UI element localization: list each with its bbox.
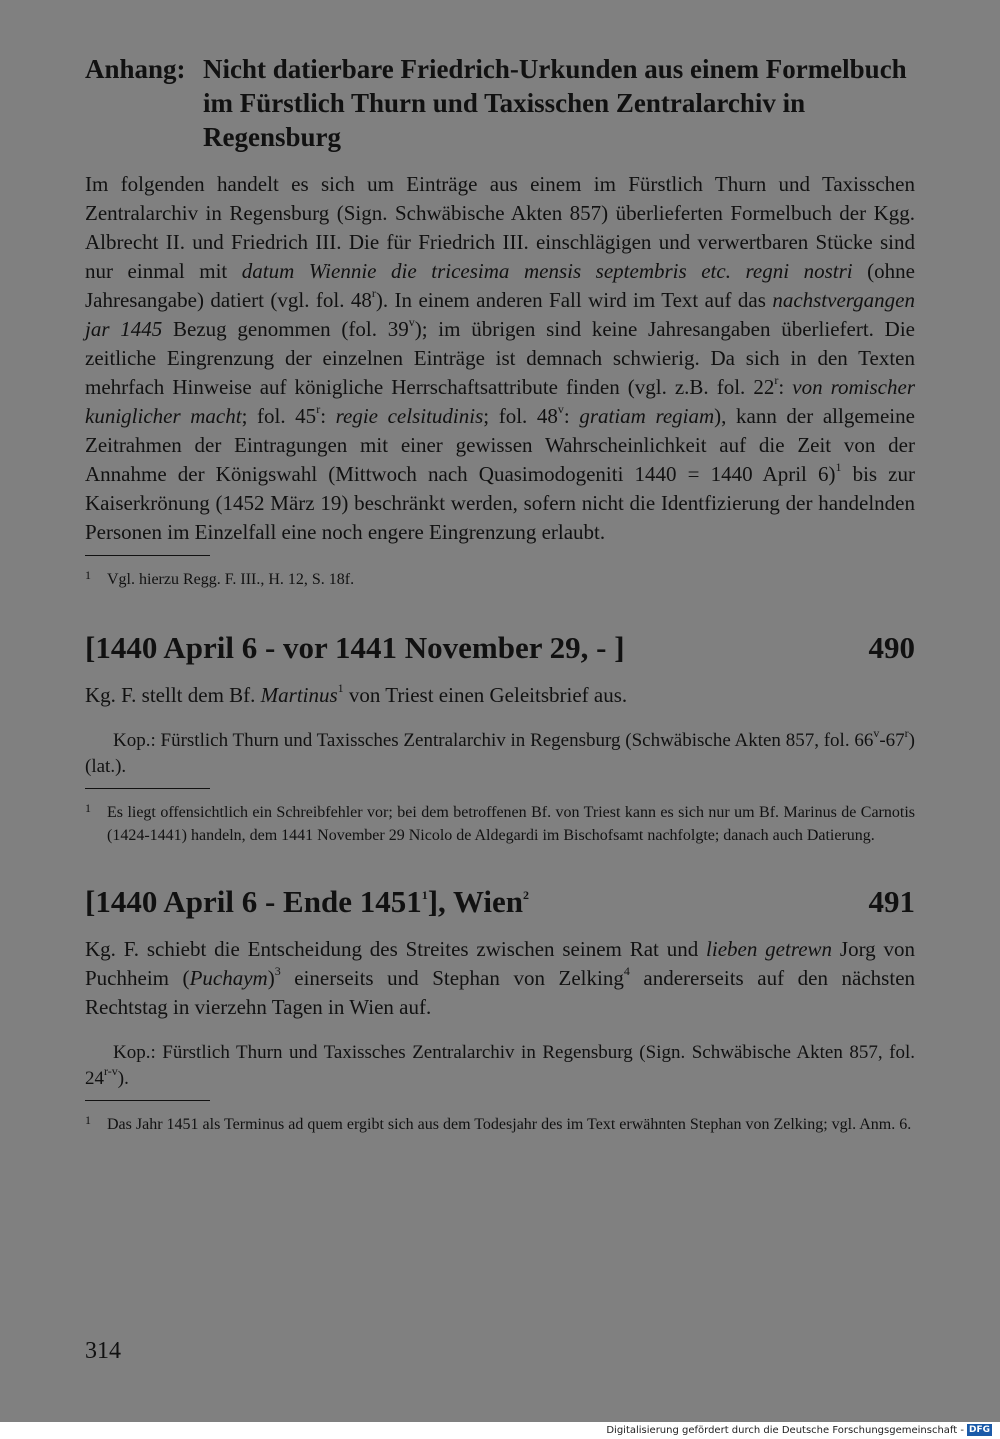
text-run: Jorg von Puchheim ( (85, 937, 916, 990)
dfg-logo-icon: DFG (968, 1425, 990, 1435)
footnote (85, 568, 915, 591)
credit-text: Digitalisierung gefördert durch die Deutsche Forschungsgemeinschaft - (606, 1424, 964, 1436)
entry-number: 491 (868, 884, 915, 919)
folio-side: r (371, 286, 376, 300)
text-run: ; fol. 45 (241, 404, 317, 428)
entry-heading (85, 629, 915, 667)
folio-side: r (904, 725, 909, 740)
footnote (85, 801, 915, 847)
text-run: ], Wien (427, 884, 524, 919)
entry-copy-source (85, 725, 915, 780)
appendix-title: Nicht datierbare Friedrich-Urkunden aus einem Formelbuch im Fürstlich Thurn und Taxisschen Zentralarchiv in Regensburg (203, 54, 907, 152)
text-run: ) (267, 966, 275, 990)
folio-side: v (408, 315, 415, 329)
text-run: (ohne Jahresangabe) datiert (vgl. fol. 48 (85, 259, 915, 312)
footnote-ref: 1 (337, 681, 344, 695)
footnote-ref: 1 (421, 887, 428, 902)
text-run: ; fol. 48 (483, 404, 558, 428)
appendix-label: Anhang: (85, 54, 186, 84)
page-number: 314 (85, 1338, 121, 1364)
folio-side: r-v (104, 1063, 118, 1078)
footnote-rule (85, 1100, 210, 1101)
text-run: von Triest einen Geleitsbrief aus. (343, 683, 628, 707)
footnote-rule (85, 788, 210, 789)
text-run: ), kann der allgemeine Zeitrahmen der Eintragungen mit einer gewissen Wahrscheinlichkeit auf die Zeit von der Annahme der Königswahl (Mittwoch nach Quasimodogeniti 1440 = 1440 April 6) (85, 404, 915, 486)
footnote-text: Vgl. hierzu Regg. F. III., H. 12, S. 18f. (107, 571, 355, 588)
entry-number: 490 (868, 630, 915, 665)
footnote-ref: 4 (623, 964, 630, 978)
text-run: bis zur Kaiserkrönung (1452 März 19) beschränkt werden, sofern nicht die Identfizierung der handelnden Personen im Einzelfall eine noch engere Eingrenzung erlaubt. (85, 462, 916, 544)
folio-side: v (557, 402, 564, 416)
page-content (85, 52, 915, 1136)
folio-side: v (873, 725, 880, 740)
quote-run: gratiam regiam (579, 404, 715, 428)
text-run: ); im übrigen sind keine Jahresangaben überliefert. Die zeitliche Eingrenzung der einzelnen Einträge ist demnach schwierig. Da sich in den Texten mehrfach Hinweise auf königliche Herrschaftsattribute finden (vgl. z.B. fol. 22 (85, 317, 915, 399)
footnote-number: 1 (85, 568, 91, 582)
quote-run: nachstvergangen jar 1445 (85, 288, 915, 341)
quote-run: datum Wiennie die tricesima mensis septembris etc. regni nostri (241, 259, 853, 283)
entry-summary (85, 681, 915, 710)
text-run: Im folgenden handelt es sich um Einträge aus einem im Fürstlich Thurn und Taxisschen Zentralarchiv in Regensburg (Sign. Schwäbische Akten 857) überlieferten Formelbuch der Kgg. Albrecht II. und Friedrich III. Die für Friedrich III. einschlägigen und verwertbaren Stücke sind nur einmal mit (85, 172, 915, 283)
quote-run: von romischer kuniglicher macht (85, 375, 915, 428)
footnote-number: 1 (85, 801, 91, 815)
quote-run: regie celsitudinis (335, 404, 484, 428)
text-run: Kg. F. schiebt die Entscheidung des Streites zwischen seinem Rat und (85, 937, 707, 961)
footnote (85, 1113, 915, 1136)
footnote-ref: 2 (523, 887, 530, 902)
text-run: Kg. F. stellt dem Bf. (85, 683, 261, 707)
folio-side: r (316, 402, 321, 416)
text-run: [1440 April 6 - Ende 1451 (85, 884, 422, 919)
quote-run: Martinus (260, 683, 338, 707)
quote-run: lieben getrewn (706, 937, 833, 961)
text-run: : (563, 404, 580, 428)
text-run: einerseits und Stephan von Zelking (280, 966, 624, 990)
text-run: andererseits auf den nächsten Rechtstag in vierzehn Tagen in Wien auf. (85, 966, 916, 1019)
text-run: Bezug genommen (fol. 39 (162, 317, 409, 341)
footnote-text: Es liegt offensichtlich ein Schreibfehler vor; bei dem betroffenen Bf. von Triest kann es sich nur um Bf. Marinus de Carnotis (1424-1441) handeln, dem 1441 November 29 Nicolo de Aldegardi im Bischofsamt nachfolgte; danach auch Datierung. (107, 804, 915, 844)
entry-copy-source (85, 1040, 915, 1092)
text-run: ). (117, 1068, 129, 1089)
text-run: : (778, 375, 793, 399)
footnote-number: 1 (85, 1113, 91, 1127)
footnote-ref: 3 (274, 964, 281, 978)
entry-heading (85, 883, 915, 921)
appendix-heading (85, 52, 915, 154)
footnote-ref: 1 (835, 460, 842, 474)
text-run: Kop.: Fürstlich Thurn und Taxissches Zentralarchiv in Regensburg (Sign. Schwäbische Akten 857, fol. 24 (85, 1042, 915, 1089)
text-run: ) (lat.). (85, 730, 915, 777)
text-run: -67 (879, 730, 905, 751)
text-run: Kop.: Fürstlich Thurn und Taxissches Zentralarchiv in Regensburg (Schwäbische Akten 857, fol. 66 (113, 730, 874, 751)
folio-side: r (774, 373, 779, 387)
text-run: ). In einem anderen Fall wird im Text auf das (375, 288, 773, 312)
digitization-credit (606, 1424, 992, 1436)
quote-run: Puchaym (189, 966, 268, 990)
entry-date: [1440 April 6 - vor 1441 November 29, - ] (85, 630, 625, 665)
text-run: : (320, 404, 336, 428)
appendix-paragraph (85, 170, 915, 547)
footnote-rule (85, 555, 210, 556)
entry-summary (85, 935, 915, 1022)
entry-date (85, 883, 529, 921)
footnote-text: Das Jahr 1451 als Terminus ad quem ergibt sich aus dem Todesjahr des im Text erwähnten Stephan von Zelking; vgl. Anm. 6. (107, 1116, 912, 1133)
